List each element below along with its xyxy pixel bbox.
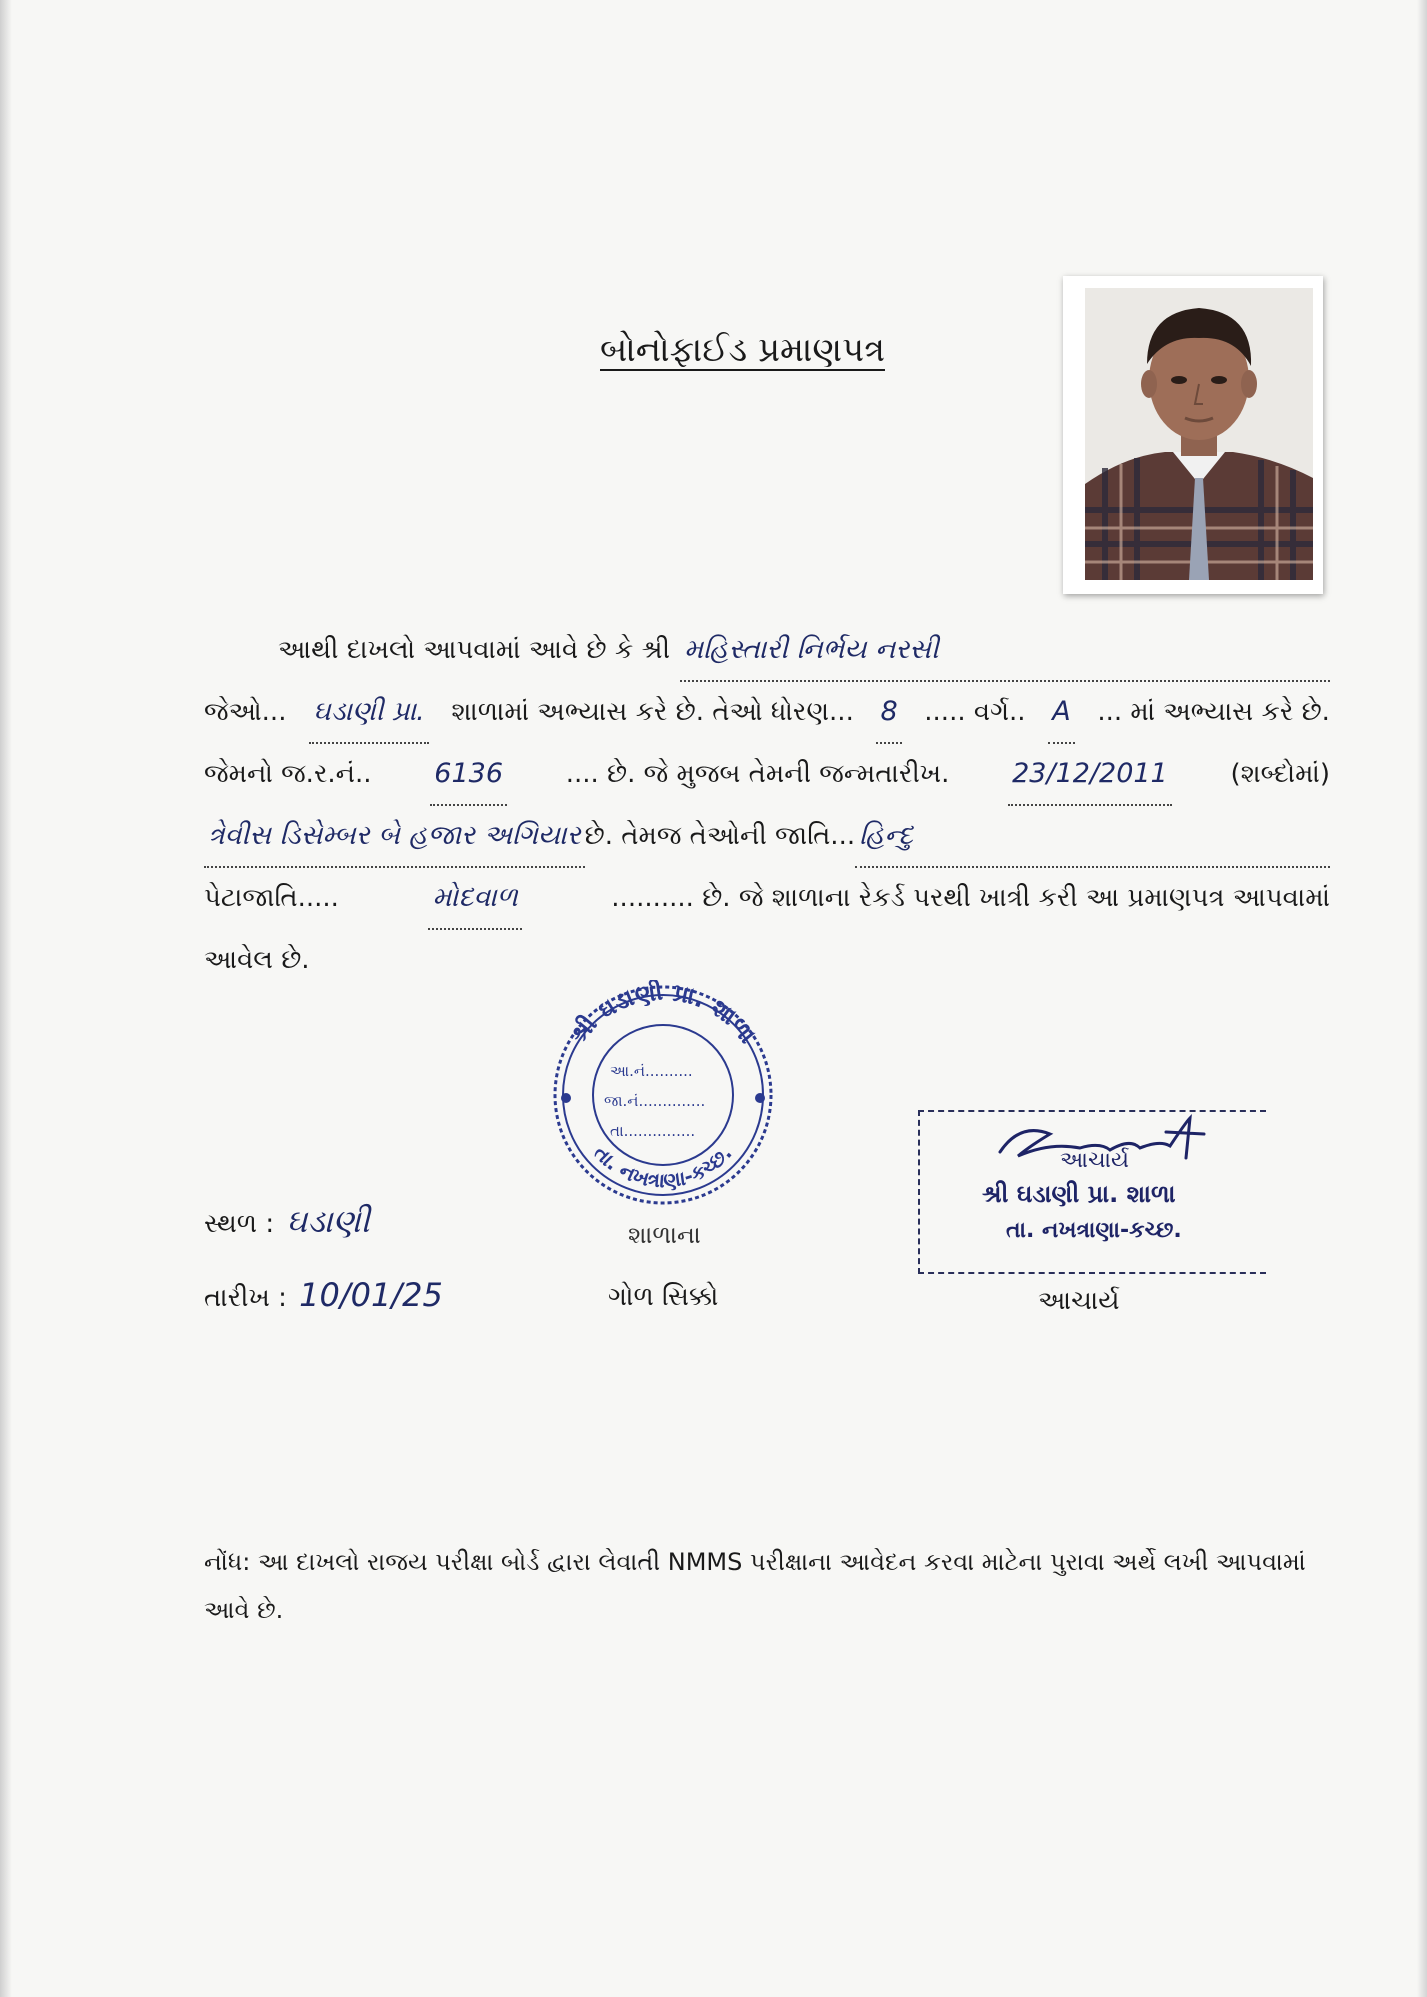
svg-text:તા. નખત્રાણા-કચ્છ. bbox=[589, 1141, 737, 1193]
date-label: તારીખ : bbox=[204, 1283, 287, 1313]
body-line-4-mid: છે. તેમજ તેઓની જાતિ... bbox=[584, 821, 856, 851]
stamp-line-3: તા............... bbox=[610, 1122, 696, 1140]
signature-role: આચાર્ય bbox=[1060, 1148, 1129, 1173]
birth-date-in-words: ત્રેવીસ ડિસેમ્બર બે હજાર અગિયાર bbox=[204, 806, 585, 868]
body-line-2-mid2: ..... વર્ગ.. bbox=[924, 697, 1026, 727]
caste-value: હિન્દુ bbox=[855, 806, 1330, 868]
svg-text:શ્રી ઘડાણી પ્રા. શાળા bbox=[564, 980, 762, 1049]
school-round-stamp bbox=[528, 980, 798, 1210]
scan-edge-right bbox=[1417, 0, 1427, 1997]
student-photo bbox=[1085, 288, 1313, 580]
gr-number: 6136 bbox=[430, 744, 507, 806]
body-line-2-prefix: જેઓ... bbox=[204, 697, 287, 727]
birth-date: 23/12/2011 bbox=[1008, 744, 1172, 806]
stamp-below-text: શાળાના bbox=[628, 1221, 701, 1249]
body-line-2 bbox=[204, 682, 1330, 744]
school-name: ઘડાણી પ્રા. bbox=[309, 682, 429, 744]
body-line-3-prefix: જેમનો જ.ર.નં.. bbox=[204, 759, 372, 789]
stamp-bottom-text: તા. નખત્રાણા-કચ્છ. bbox=[589, 1140, 737, 1193]
body-line-4 bbox=[204, 806, 1330, 868]
body-line-1 bbox=[204, 620, 1330, 682]
body-line-3-mid: .... છે. જે મુજબ તેમની જન્મતારીખ. bbox=[565, 759, 950, 789]
signature-taluka: તા. નખત્રાણા-કચ્છ. bbox=[1006, 1218, 1182, 1243]
document-title: બોનોફાઈડ પ્રમાણપત્ર bbox=[600, 330, 885, 370]
date-value: 10/01/25 bbox=[299, 1276, 443, 1314]
signature-caption: આચાર્ય bbox=[1038, 1286, 1120, 1316]
signature-school: શ્રી ઘડાણી પ્રા. શાળા bbox=[982, 1180, 1176, 1208]
standard-value: 8 bbox=[876, 682, 901, 744]
body-intro-text: આથી દાખલો આપવામાં આવે છે કે શ્રી bbox=[278, 635, 671, 665]
body-line-2-suffix: ... માં અભ્યાસ કરે છે. bbox=[1097, 697, 1330, 727]
student-photo-frame bbox=[1063, 276, 1323, 594]
body-line-3-suffix: (શબ્દોમાં) bbox=[1230, 759, 1330, 789]
certificate-body bbox=[204, 620, 1330, 990]
body-line-2-mid: શાળામાં અભ્યાસ કરે છે. તેઓ ધોરણ... bbox=[451, 697, 854, 727]
place-field bbox=[204, 1202, 374, 1241]
body-line-6-text: આવેલ છે. bbox=[204, 945, 310, 975]
stamp-top-text: શ્રી ઘડાણી પ્રા. શાળા bbox=[564, 980, 762, 1049]
body-line-3 bbox=[204, 744, 1330, 806]
date-field bbox=[204, 1276, 447, 1314]
stamp-line-1: આ.નં.......... bbox=[610, 1062, 693, 1080]
stamp-caption: ગોળ સિક્કો bbox=[608, 1282, 719, 1312]
body-line-5-mid: .......... છે. જે શાળાના રેકર્ડ પરથી ખાત્રી કરી આ પ્રમાણપત્ર આપવામાં bbox=[611, 883, 1330, 913]
body-line-5-prefix: પેટાજાતિ..... bbox=[204, 883, 339, 913]
scan-edge-left bbox=[0, 0, 12, 1997]
body-line-5 bbox=[204, 868, 1330, 930]
footnote: નોંધ: આ દાખલો રાજય પરીક્ષા બોર્ડ દ્વારા લેવાતી NMMS પરીક્ષાના આવેદન કરવા માટેના પુરાવા અર્થે લખી આપવામાં આવે છે. bbox=[204, 1548, 1306, 1624]
place-value: ઘડાણી bbox=[286, 1202, 370, 1240]
student-name: મહિસ્તારી નિર્ભય નરસી bbox=[680, 620, 1330, 682]
stamp-line-2: જા.નં.............. bbox=[604, 1092, 706, 1110]
division-value: A bbox=[1048, 682, 1074, 744]
subcaste-value: મોદવાળ bbox=[428, 868, 521, 930]
place-label: સ્થળ : bbox=[204, 1209, 275, 1239]
principal-signature-stamp bbox=[918, 1110, 1266, 1274]
